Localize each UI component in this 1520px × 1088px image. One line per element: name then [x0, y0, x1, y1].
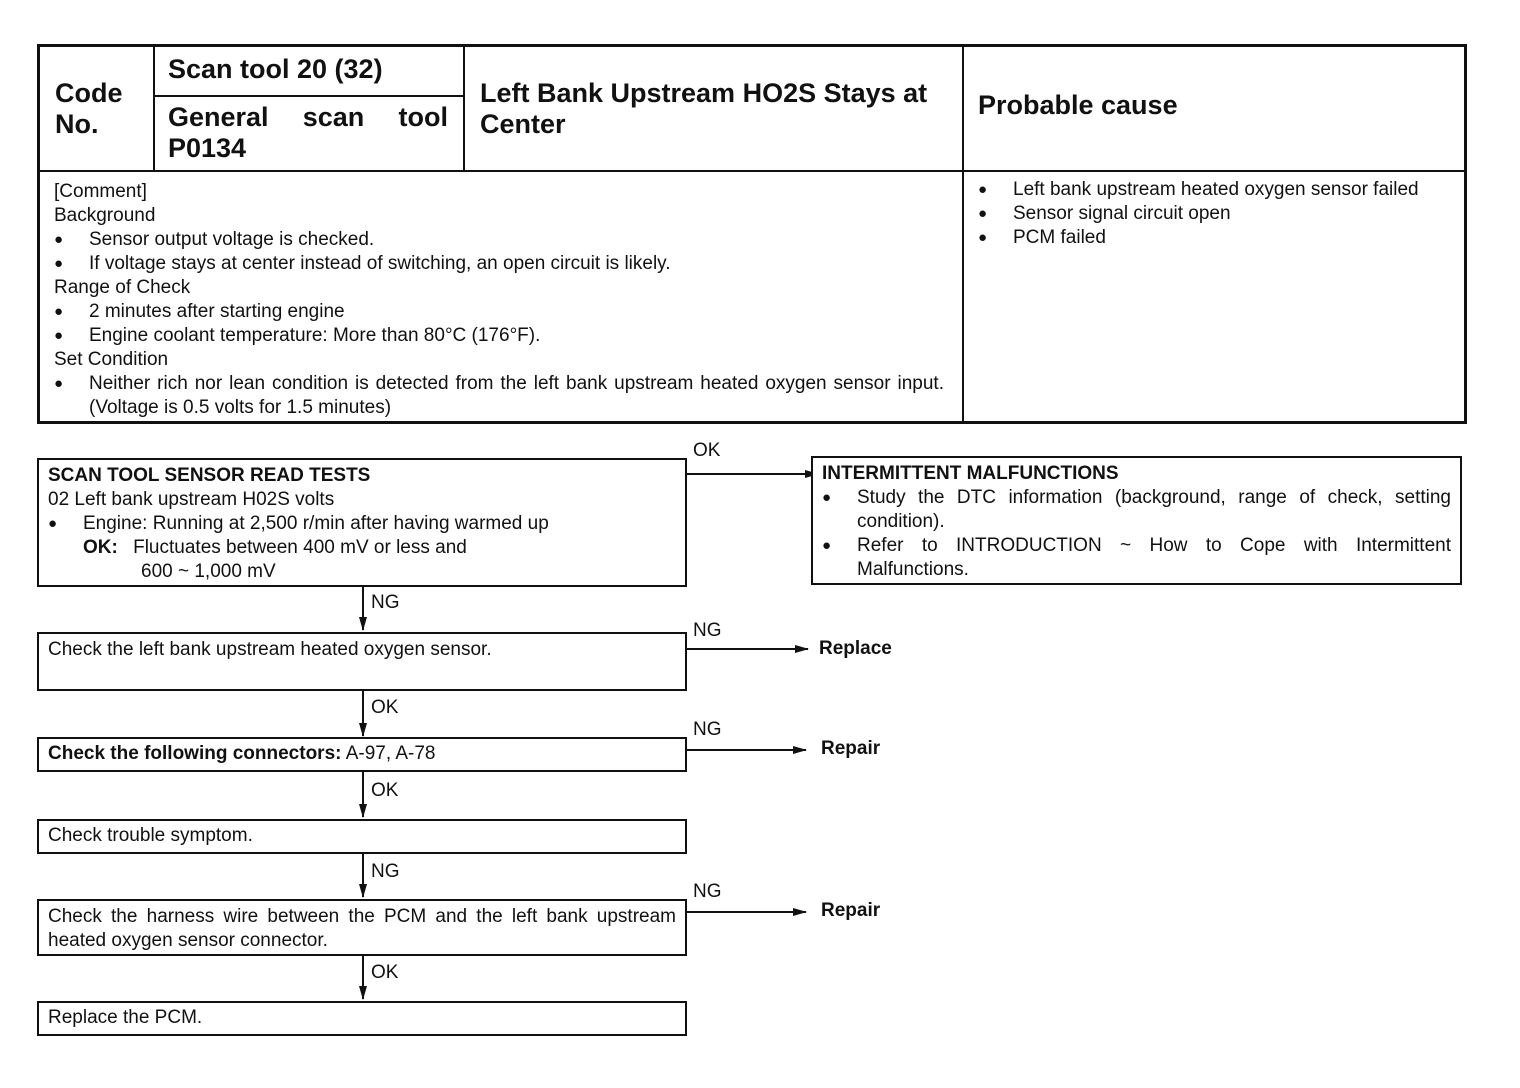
list-item: ● If voltage stays at center instead of switching, an open circuit is likely.	[54, 252, 944, 276]
replace-pcm-box: Replace the PCM.	[37, 1001, 687, 1036]
action-repair: Repair	[821, 900, 881, 921]
flow-label-ok: OK	[371, 697, 399, 718]
probable-cause-heading: Probable cause	[978, 90, 1178, 120]
flow-label-ok: OK	[371, 962, 399, 983]
check-oxygen-sensor-box: Check the left bank upstream heated oxygen sensor.	[37, 632, 687, 691]
flow-label-ng: NG	[693, 881, 722, 902]
scan-tool-test-box	[37, 458, 687, 587]
code-no-label: Code No.	[55, 78, 123, 139]
ok-criteria-text-2: 600 ~ 1,000 mV	[141, 561, 276, 582]
general-scan-tool-label: General scan tool	[168, 102, 448, 132]
list-item: ● Refer to INTRODUCTION ~ How to Cope with Intermittent Malfunctions.	[822, 534, 1451, 582]
list-item: ● Sensor signal circuit open	[978, 202, 1446, 226]
dtc-title: Left Bank Upstream HO2S Stays at Center	[480, 78, 928, 139]
ok-criteria	[48, 536, 676, 560]
flow-label-ng: NG	[371, 861, 400, 882]
action-repair: Repair	[821, 738, 881, 759]
set-condition-label: Set Condition	[54, 349, 169, 370]
flow-label-ng: NG	[371, 592, 400, 613]
comment-label: [Comment]	[54, 181, 147, 202]
list-item: ● Neither rich nor lean condition is detected from the left bank upstream heated oxygen sensor input. (Voltage is 0.5 volts for 1.5 minutes)	[54, 372, 944, 420]
scan-tool-test-item: 02 Left bank upstream H02S volts	[48, 489, 335, 510]
list-item: ● Engine: Running at 2,500 r/min after having warmed up	[48, 512, 676, 536]
list-item: ● Study the DTC information (background, range of check, setting condition).	[822, 486, 1451, 534]
general-scan-tool-code: P0134	[168, 133, 247, 163]
range-label: Range of Check	[54, 277, 191, 298]
list-item: ● PCM failed	[978, 226, 1446, 250]
background-label: Background	[54, 205, 156, 226]
flow-label-ok: OK	[693, 440, 721, 461]
check-trouble-symptom-box: Check trouble symptom.	[37, 819, 687, 854]
scan-tool-code: Scan tool 20 (32)	[168, 54, 383, 84]
ok-criteria-text: Fluctuates between 400 mV or less and	[133, 537, 467, 558]
ok-criteria-label: OK:	[83, 537, 118, 558]
intermittent-title: INTERMITTENT MALFUNCTIONS	[822, 463, 1119, 484]
flow-label-ok: OK	[371, 780, 399, 801]
action-replace: Replace	[819, 638, 892, 659]
intermittent-malfunctions-box	[811, 456, 1462, 585]
flow-label-ng: NG	[693, 719, 722, 740]
list-item: ● 2 minutes after starting engine	[54, 300, 944, 324]
check-harness-box: Check the harness wire between the PCM and the left bank upstream heated oxygen sensor connector.	[37, 899, 687, 956]
check-connectors-box	[37, 737, 687, 772]
connector-ids: A-97, A-78	[341, 743, 436, 764]
check-connectors-label: Check the following connectors:	[48, 743, 342, 764]
flow-label-ng: NG	[693, 620, 722, 641]
list-item: ● Engine coolant temperature: More than 80°C (176°F).	[54, 324, 944, 348]
scan-tool-test-title: SCAN TOOL SENSOR READ TESTS	[48, 465, 371, 486]
list-item: ● Left bank upstream heated oxygen sensor failed	[978, 178, 1446, 202]
list-item: ● Sensor output voltage is checked.	[54, 228, 944, 252]
